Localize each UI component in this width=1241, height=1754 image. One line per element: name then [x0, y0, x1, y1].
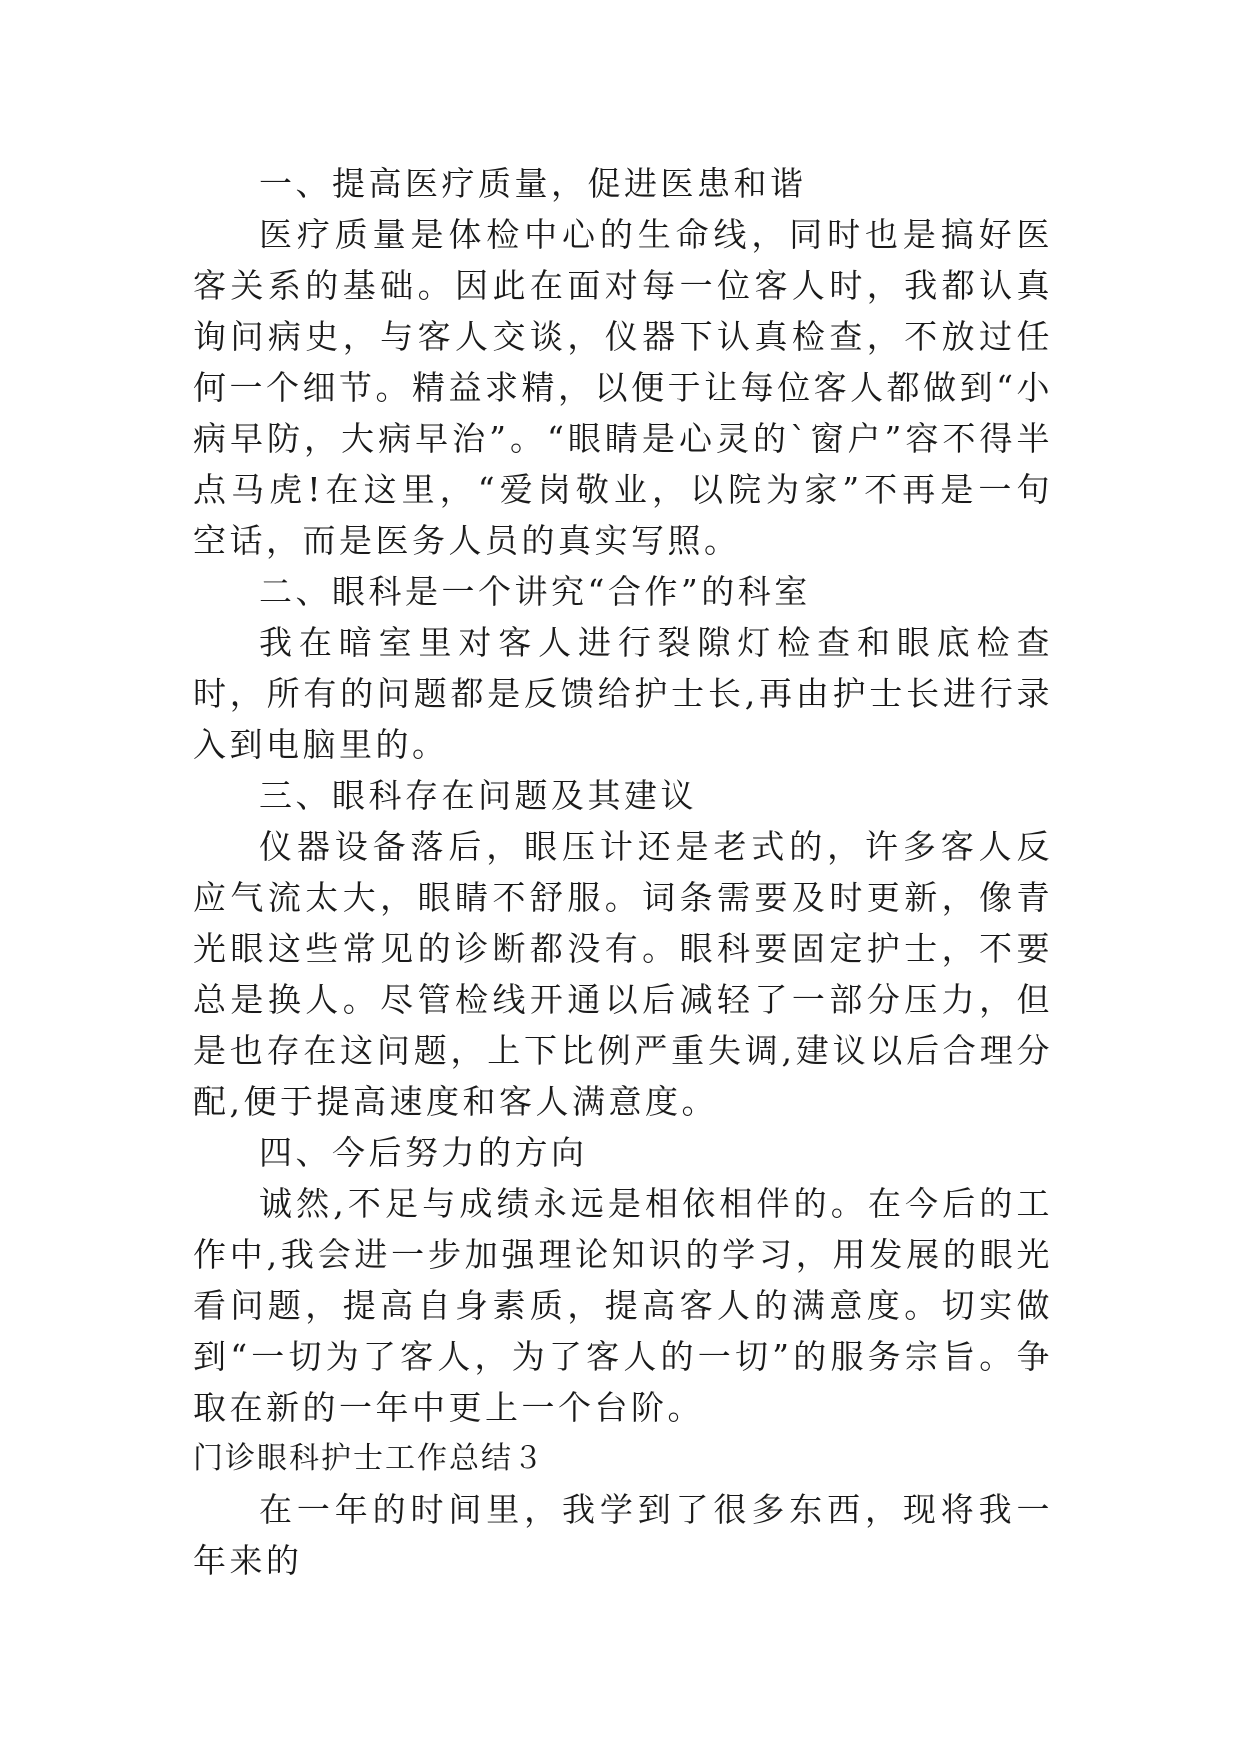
- section-paragraph: 我在暗室里对客人进行裂隙灯检查和眼底检查时，所有的问题都是反馈给护士长,再由护士长进行录入到电脑里的。: [193, 623, 1053, 764]
- next-document-title: 门诊眼科护士工作总结３: [193, 1441, 545, 1476]
- section-heading: 三、眼科存在问题及其建议: [259, 776, 697, 815]
- next-document-paragraph: 在一年的时间里，我学到了很多东西，现将我一年来的: [193, 1490, 1053, 1580]
- section-heading: 一、提高医疗质量，促进医患和谐: [259, 164, 807, 203]
- section-heading: 二、眼科是一个讲究“合作”的科室: [259, 572, 811, 611]
- section-heading: 四、今后努力的方向: [259, 1133, 588, 1172]
- document-body: [193, 158, 1053, 1586]
- section-paragraph: 医疗质量是体检中心的生命线，同时也是搞好医客关系的基础。因此在面对每一位客人时，我都认真询问病史，与客人交谈，仪器下认真检查，不放过任何一个细节。精益求精，以便于让每位客人都做到“小病早防，大病早治”。“眼睛是心灵的`窗户”容不得半点马虎!在这里，“爱岗敬业，以院为家”不再是一句空话，而是医务人员的真实写照。: [193, 215, 1053, 560]
- section-paragraph: 诚然,不足与成绩永远是相依相伴的。在今后的工作中,我会进一步加强理论知识的学习，用发展的眼光看问题，提高自身素质，提高客人的满意度。切实做到“一切为了客人，为了客人的一切”的服务宗旨。争取在新的一年中更上一个台阶。: [193, 1184, 1053, 1427]
- section-paragraph: 仪器设备落后，眼压计还是老式的，许多客人反应气流太大，眼睛不舒服。词条需要及时更新，像青光眼这些常见的诊断都没有。眼科要固定护士，不要总是换人。尽管检线开通以后减轻了一部分压力，但是也存在这问题，上下比例严重失调,建议以后合理分配,便于提高速度和客人满意度。: [193, 827, 1053, 1121]
